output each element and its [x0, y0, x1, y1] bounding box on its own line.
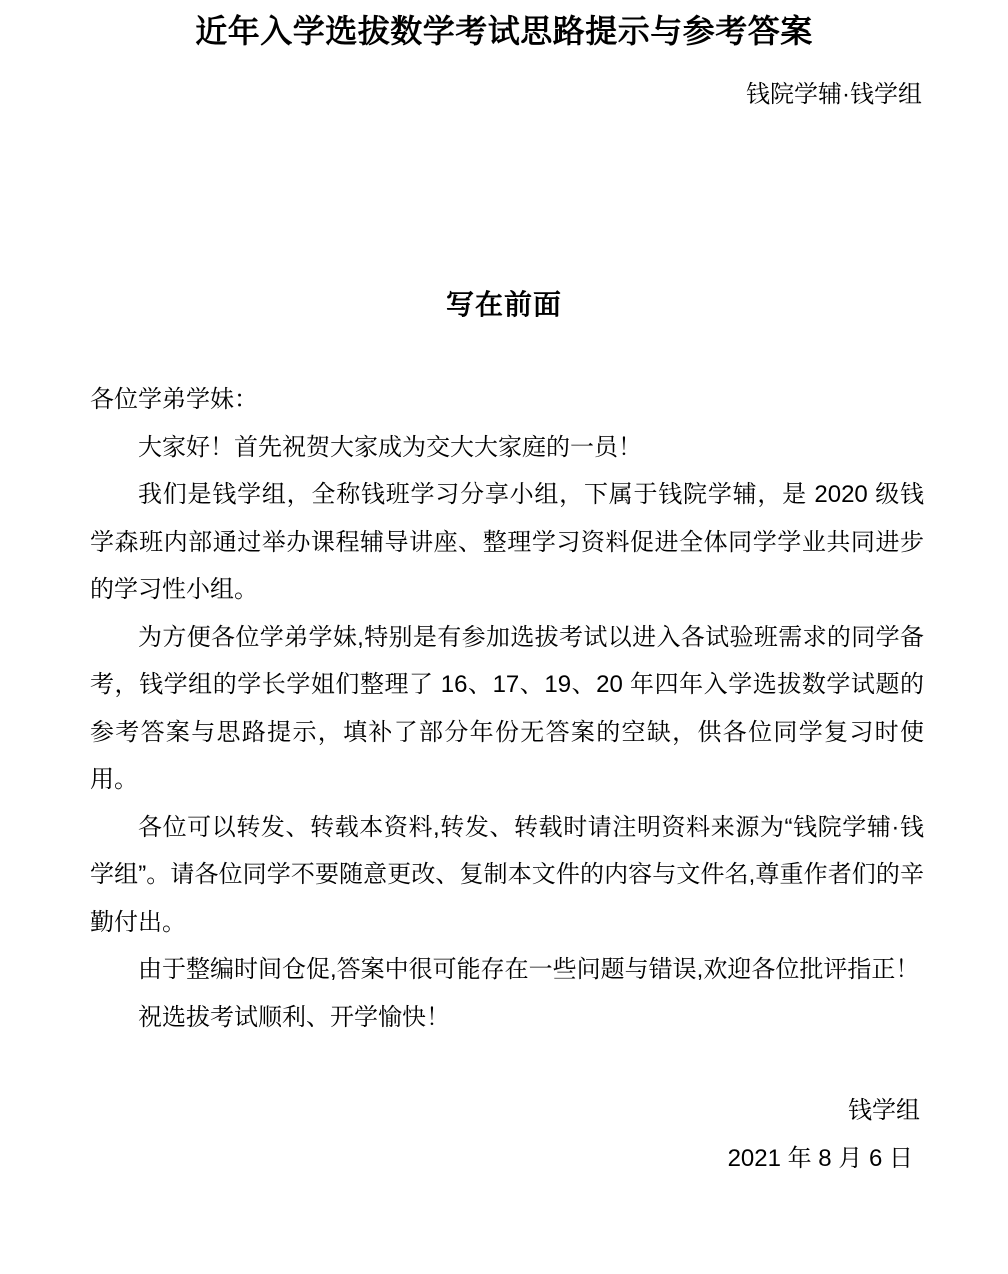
paragraph-wishes: 祝选拔考试顺利、开学愉快！ [138, 1003, 450, 1031]
paragraph-sharing-policy: 各位可以转发、转载本资料,转发、转载时请注明资料来源为“钱院学辅·钱学组”。请各位同学不要随意更改、复制本文件的内容与文件名,尊重作者们的辛勤付出。 [90, 813, 924, 936]
paragraph-greeting: 大家好！首先祝贺大家成为交大大家庭的一员！ [138, 433, 642, 461]
byline: 钱院学辅·钱学组 [746, 81, 922, 108]
document-title: 近年入学选拔数学考试思路提示与参考答案 [195, 13, 813, 49]
salutation: 各位学弟学妹： [90, 386, 258, 413]
signature: 钱学组 [848, 1097, 920, 1124]
section-heading: 写在前面 [445, 289, 562, 320]
paragraph-disclaimer: 由于整编时间仓促,答案中很可能存在一些问题与错误,欢迎各位批评指正！ [138, 956, 920, 983]
letter-body [90, 376, 924, 1041]
paragraph-purpose: 为方便各位学弟学妹,特别是有参加选拔考试以进入各试验班需求的同学备考，钱学组的学长学姐们整理了 16、17、19、20 年四年入学选拔数学试题的参考答案与思路提示，填补了部分年份无答案的空缺，供各位同学复习时使用。 [90, 623, 924, 793]
paragraph-intro: 我们是钱学组，全称钱班学习分享小组，下属于钱院学辅，是 2020 级钱学森班内部通过举办课程辅导讲座、整理学习资料促进全体同学学业共同进步的学习性小组。 [90, 481, 924, 603]
date: 2021 年 8 月 6 日 [727, 1144, 913, 1172]
